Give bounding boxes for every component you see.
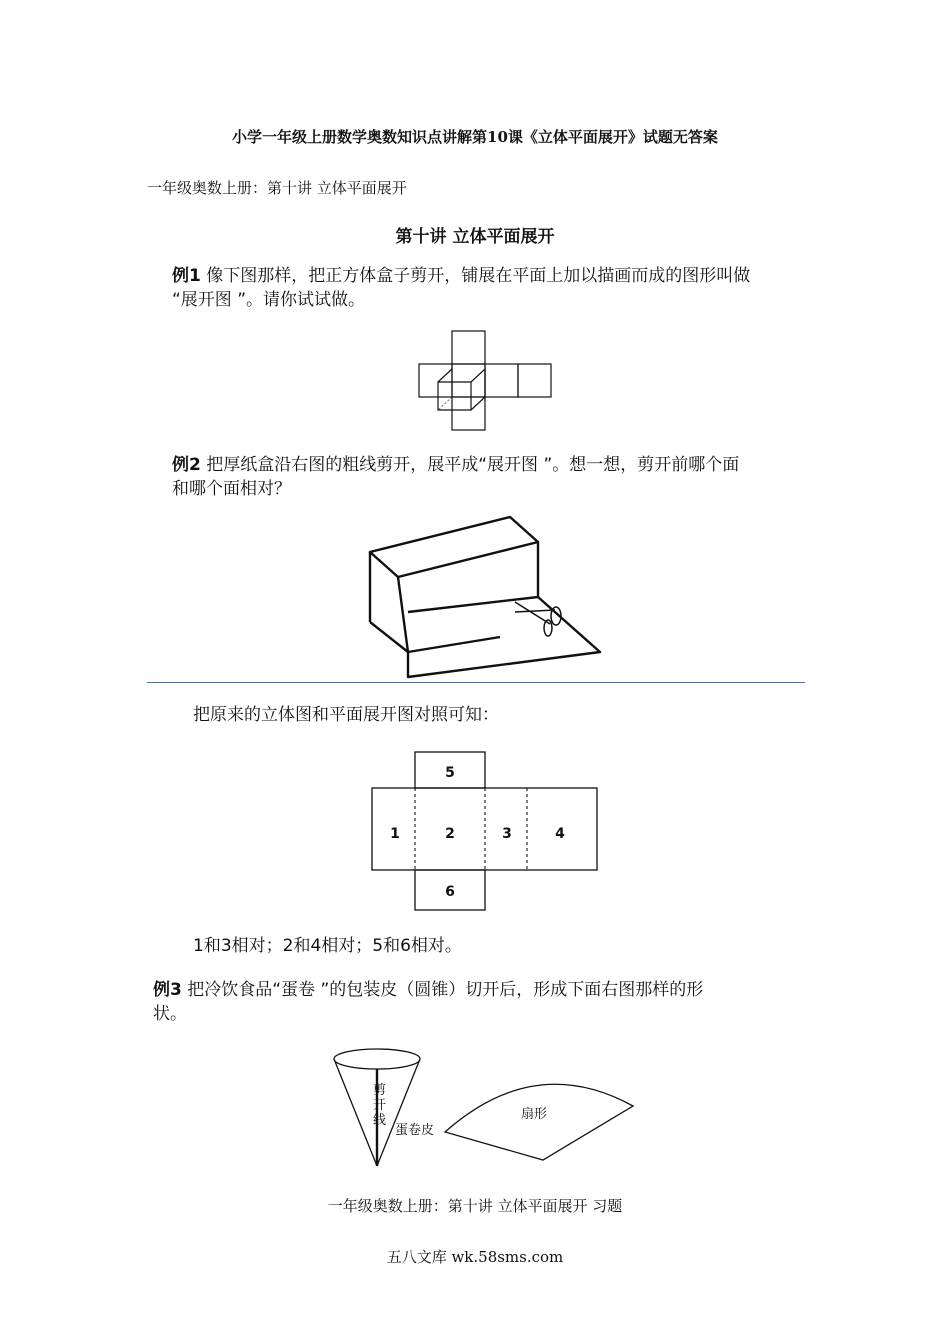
example-1-line-2: “展开图 ”。请你试试做。: [172, 290, 366, 310]
box-cut-figure: [360, 512, 610, 682]
example-2-line-1: 把厚纸盒沿右图的粗线剪开，展平成“展开图 ”。想一想，剪开前哪个面: [200, 455, 740, 475]
example-3-label: 例3: [153, 980, 182, 1000]
net-face-6: 6: [445, 884, 455, 900]
cone-cut-label-3: 线: [373, 1113, 387, 1128]
example-1-line-1: 像下图那样，把正方体盒子剪开，铺展在平面上加以描画而成的图形叫做: [200, 266, 751, 286]
net-face-4: 4: [555, 826, 565, 842]
net-face-2: 2: [445, 826, 455, 842]
cone-figure: [325, 1042, 645, 1172]
example-3-text: [153, 978, 703, 1026]
cone-label: 蛋卷皮: [395, 1123, 435, 1138]
example-2-label: 例2: [172, 455, 201, 475]
example-3-line-1: 把冷饮食品“蛋卷 ”的包装皮（圆锥）切开后，形成下面右图那样的形: [181, 980, 704, 1000]
section-divider: [147, 682, 805, 683]
cone-cut-label-1: 剪: [373, 1083, 387, 1098]
net-face-3: 3: [502, 826, 512, 842]
example-3-line-2: 状。: [153, 1004, 187, 1024]
cube-net-figure: [410, 325, 560, 435]
lecture-title: 第十讲 立体平面展开: [395, 227, 555, 247]
answer-text: 1和3相对；2和4相对；5和6相对。: [193, 936, 462, 956]
exercises-heading: 一年级奥数上册：第十讲 立体平面展开 习题: [327, 1197, 623, 1215]
scissors-icon: [515, 602, 561, 636]
subheading: 一年级奥数上册：第十讲 立体平面展开: [147, 179, 407, 197]
example-2-text: [172, 453, 739, 501]
compare-text: 把原来的立体图和平面展开图对照可知：: [193, 705, 499, 725]
net-face-5: 5: [445, 765, 455, 781]
site-footer: 五八文库 wk.58sms.com: [386, 1248, 564, 1266]
sector-label: 扇形: [521, 1107, 548, 1122]
example-1-text: [172, 264, 750, 312]
net-face-1: 1: [390, 826, 400, 842]
cone-cut-label-2: 开: [373, 1098, 387, 1113]
document-title: 小学一年级上册数学奥数知识点讲解第10课《立体平面展开》试题无答案: [232, 128, 718, 146]
example-1-label: 例1: [172, 266, 201, 286]
box-net-figure: [370, 750, 600, 915]
example-2-line-2: 和哪个面相对？: [172, 479, 291, 499]
